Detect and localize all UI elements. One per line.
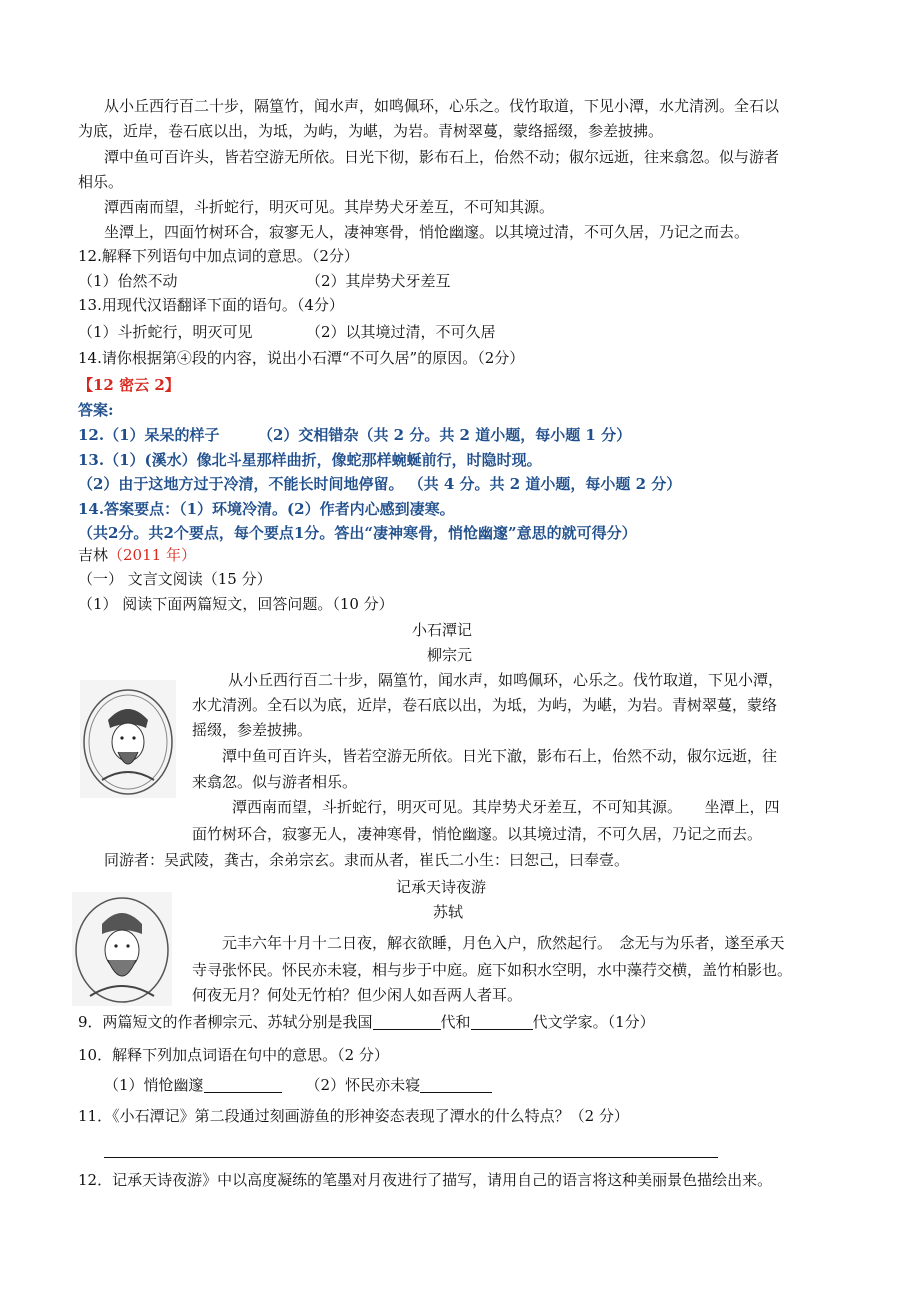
question-14: 14.请你根据第④段的内容，说出小石潭“不可久居”的原因。（2分） bbox=[78, 349, 525, 367]
answer-12-part-1: 12.（1）呆呆的样子 bbox=[78, 426, 220, 444]
liu-zongyuan-portrait bbox=[80, 680, 176, 798]
article-line: 摇缀，参差披拂。 bbox=[192, 721, 313, 739]
answer-heading: 答案: bbox=[78, 401, 114, 419]
answer-14-part-2: （共2分。共2个要点，每个要点1分。答出“凄神寒骨，悄怆幽邃”意思的就可得分） bbox=[78, 524, 637, 542]
answer-blank-dynasty-2[interactable] bbox=[471, 1013, 533, 1030]
answer-13-part-2: （2）由于这地方过于冷清，不能长时间地停留。 （共 4 分。共 2 道小题，每小题 2 分） bbox=[78, 475, 682, 493]
article-line: 水尤清洌。全石以为底，近岸，卷石底以出，为坻，为屿，为嵁，为岩。青树翠蔓，蒙络 bbox=[192, 696, 778, 714]
article-line: 元丰六年十月十二日夜，解衣欲睡，月色入户，欣然起行。 念无与为乐者，遂至承天 bbox=[222, 934, 785, 952]
passage-line: 从小丘西行百二十步，隔篁竹，闻水声，如鸣佩环，心乐之。伐竹取道，下见小潭，水尤清洌。全石以 bbox=[104, 97, 780, 115]
article-line: 潭中鱼可百许头，皆若空游无所依。日光下澈，影布石上，佁然不动，俶尔远逝，往 bbox=[222, 747, 778, 765]
answer-14-part-1: 14.答案要点：（1）环境冷清。(2）作者内心感到凄寒。 bbox=[78, 500, 455, 518]
article-title: 记承天诗夜游 bbox=[396, 878, 487, 896]
answer-blank-10-2[interactable] bbox=[420, 1076, 492, 1093]
passage-line: 潭西南而望，斗折蛇行，明灭可见。其岸势犬牙差互，不可知其源。 bbox=[104, 198, 555, 216]
question-12: 12.解释下列语句中加点词的意思。（2分） bbox=[78, 247, 359, 265]
article-line: 面竹树环合，寂寥无人，凄神寒骨，悄怆幽邃。以其境过清，不可久居，乃记之而去。 bbox=[192, 825, 763, 843]
question-10-part-1: （1）悄怆幽邃 bbox=[104, 1076, 204, 1094]
question-9-text-b: 代和 bbox=[440, 1013, 471, 1031]
article-line: 从小丘西行百二十步，隔篁竹，闻水声，如鸣佩环，心乐之。伐竹取道，下见小潭， bbox=[228, 671, 784, 689]
article-author: 苏轼 bbox=[433, 903, 464, 921]
question-10-part-2: （2）怀民亦未寝 bbox=[305, 1076, 421, 1094]
question-9 bbox=[78, 1012, 655, 1032]
question-13-part-2: （2）以其境过清，不可久居 bbox=[306, 323, 496, 341]
question-12-part-1: （1）佁然不动 bbox=[78, 272, 178, 290]
question-12b: 12．记承天诗夜游》中以高度凝练的笔墨对月夜进行了描写，请用自己的语言将这种美丽景色描绘出来。 bbox=[78, 1171, 773, 1189]
question-13-part-1: （1）斗折蛇行，明灭可见 bbox=[78, 323, 253, 341]
question-11: 11．《小石潭记》第二段通过刻画游鱼的形神姿态表现了潭水的什么特点？（2 分） bbox=[78, 1107, 629, 1125]
passage-line: 为底，近岸，卷石底以出，为坻，为屿，为嵁，为岩。青树翠蔓，蒙络摇缀，参差披拂。 bbox=[78, 122, 664, 140]
article-author: 柳宗元 bbox=[427, 646, 473, 664]
source-tag: 【12 密云 2】 bbox=[78, 376, 180, 394]
answer-blank-dynasty-1[interactable] bbox=[373, 1013, 441, 1030]
su-shi-portrait bbox=[72, 892, 172, 1006]
section-heading: （一） 文言文阅读（15 分） bbox=[78, 570, 272, 588]
question-12-part-2: （2）其岸势犬牙差互 bbox=[306, 272, 451, 290]
article-line: 同游者：吴武陵，龚古，余弟宗玄。隶而从者，崔氏二小生：曰恕己，曰奉壹。 bbox=[104, 851, 630, 869]
answer-12-part-2: （2）交相错杂（共 2 分。共 2 道小题，每小题 1 分） bbox=[258, 426, 632, 444]
article-line: 寺寻张怀民。怀民亦未寝，相与步于中庭。庭下如积水空明，水中藻荇交横，盖竹柏影也。 bbox=[192, 961, 793, 979]
question-13: 13.用现代汉语翻译下面的语句。（4分） bbox=[78, 296, 344, 314]
passage-line: 相乐。 bbox=[78, 173, 124, 191]
question-10: 10．解释下列加点词语在句中的意思。（2 分） bbox=[78, 1046, 389, 1064]
question-10-parts bbox=[104, 1075, 492, 1095]
article-line: 何夜无月？何处无竹柏？但少闲人如吾两人者耳。 bbox=[192, 986, 523, 1004]
article-line: 来翕忽。似与游者相乐。 bbox=[192, 773, 358, 791]
region-year: （2011 年） bbox=[108, 546, 196, 564]
answer-blank-10-1[interactable] bbox=[204, 1076, 282, 1093]
answer-13-part-1: 13.（1）(溪水）像北斗星那样曲折，像蛇那样蜿蜒前行，时隐时现。 bbox=[78, 451, 542, 469]
section-instruction: （1） 阅读下面两篇短文，回答问题。（10 分） bbox=[78, 595, 394, 613]
article-line: 潭西南而望，斗折蛇行，明灭可见。其岸势犬牙差互，不可知其源。 坐潭上，四 bbox=[232, 798, 780, 816]
region-name: 吉林 bbox=[78, 546, 109, 564]
region-heading bbox=[78, 545, 196, 565]
article-title: 小石潭记 bbox=[412, 621, 473, 639]
passage-line: 潭中鱼可百许头，皆若空游无所依。日光下彻，影布石上，佁然不动；俶尔远逝，往来翕忽。似与游者 bbox=[104, 148, 780, 166]
passage-line: 坐潭上，四面竹树环合，寂寥无人，凄神寒骨，悄怆幽邃。以其境过清，不可久居，乃记之而去。 bbox=[104, 223, 750, 241]
answer-line-11[interactable] bbox=[104, 1157, 718, 1158]
question-9-text-a: 9．两篇短文的作者柳宗元、苏轼分别是我国 bbox=[78, 1013, 373, 1031]
question-9-text-c: 代文学家。（1分） bbox=[532, 1013, 655, 1031]
